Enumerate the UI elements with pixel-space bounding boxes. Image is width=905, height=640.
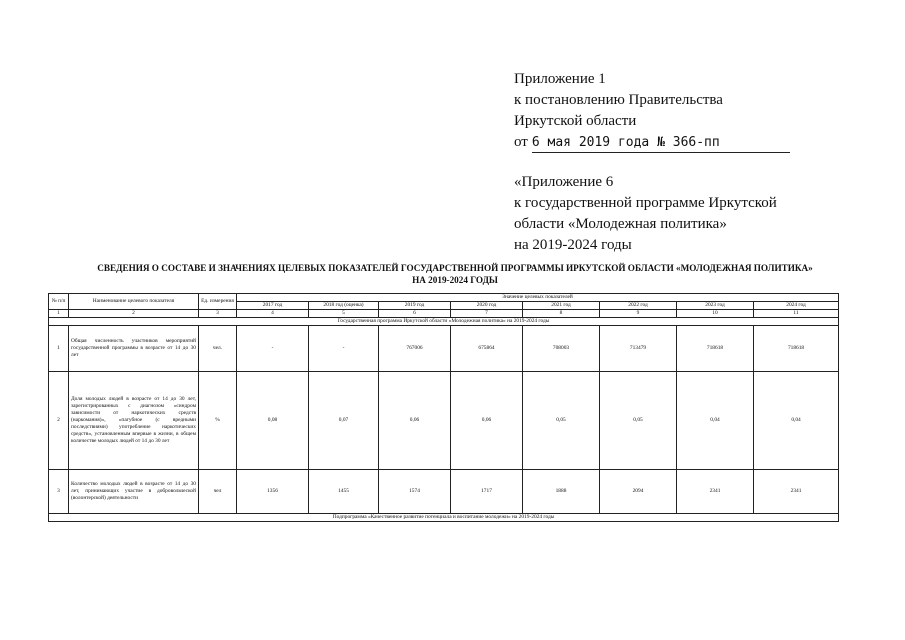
section-title: Государственная программа Иркутской области «Молодежная политика» на 2019-2024 годы: [49, 318, 839, 326]
header-year: 2019 год: [379, 302, 451, 310]
header-year: 2023 год: [677, 302, 754, 310]
row-value: 675864: [451, 326, 523, 372]
column-number: 8: [523, 310, 600, 318]
column-numbers-row: [49, 310, 839, 318]
row-value: 1574: [379, 470, 451, 514]
row-value: 767006: [379, 326, 451, 372]
row-value: 708003: [523, 326, 600, 372]
table-row: [49, 326, 839, 372]
row-value: 0,05: [600, 372, 677, 470]
row-value: 1888: [523, 470, 600, 514]
row-unit: %: [199, 372, 237, 470]
column-number: 11: [754, 310, 839, 318]
appendix-1-line: Иркутской области: [514, 113, 637, 129]
column-number: 5: [309, 310, 379, 318]
appendix-1-header: [514, 69, 790, 153]
row-value: 2094: [600, 470, 677, 514]
column-number: 3: [199, 310, 237, 318]
row-unit: чел: [199, 470, 237, 514]
table-row: [49, 470, 839, 514]
order-prefix: от: [514, 134, 528, 150]
row-num: 3: [49, 470, 69, 514]
appendix-6-line: к государственной программе Иркутской: [514, 195, 777, 211]
row-num: 1: [49, 326, 69, 372]
header-year: 2021 год: [523, 302, 600, 310]
order-line: [514, 132, 790, 153]
appendix-6-line: области «Молодежная политика»: [514, 216, 727, 232]
section-row: [49, 514, 839, 522]
row-value: 0,07: [309, 372, 379, 470]
indicators-table: [48, 293, 839, 522]
header-year: 2018 год (оценка): [309, 302, 379, 310]
row-value: 0,04: [677, 372, 754, 470]
column-number: 2: [69, 310, 199, 318]
row-value: 1356: [237, 470, 309, 514]
order-number: 6 мая 2019 года № 366-пп: [532, 135, 790, 153]
section-title: Подпрограмма «Качественное развитие потенциала и воспитание молодежи» на 2019-2024 годы: [49, 514, 839, 522]
row-value: 1455: [309, 470, 379, 514]
row-value: 1717: [451, 470, 523, 514]
appendix-6-header: [514, 172, 777, 256]
section-row: [49, 318, 839, 326]
header-year: 2022 год: [600, 302, 677, 310]
column-number: 6: [379, 310, 451, 318]
row-value: 2341: [754, 470, 839, 514]
row-value: -: [237, 326, 309, 372]
table-row: [49, 372, 839, 470]
row-value: 0,06: [379, 372, 451, 470]
row-value: 718618: [754, 326, 839, 372]
column-number: 4: [237, 310, 309, 318]
row-value: 718618: [677, 326, 754, 372]
column-number: 10: [677, 310, 754, 318]
row-num: 2: [49, 372, 69, 470]
column-number: 1: [49, 310, 69, 318]
appendix-6-line: на 2019-2024 годы: [514, 237, 632, 253]
header-year: 2020 год: [451, 302, 523, 310]
row-indicator-name: Доля молодых людей в возрасте от 14 до 30 лет, зарегистрированных с диагнозом «синдром зависимости от наркотических средств (наркомания)», «пагубное (с вредными последствиями) употребление наркотических средств», установленным впервые в жизни, в общем количестве молодых людей от 14 до 30 лет: [69, 372, 199, 470]
row-indicator-name: Количество молодых людей в возрасте от 14 до 30 лет, принимающих участие в добровольческой (волонтерской) деятельности: [69, 470, 199, 514]
header-unit: Ед. измерения: [199, 294, 237, 310]
header-row: [49, 294, 839, 302]
appendix-1-line: Приложение 1: [514, 71, 606, 87]
row-value: 2341: [677, 470, 754, 514]
appendix-6-line: «Приложение 6: [514, 174, 614, 190]
column-number: 9: [600, 310, 677, 318]
document-title: [40, 262, 870, 286]
row-value: -: [309, 326, 379, 372]
header-year: 2017 год: [237, 302, 309, 310]
column-number: 7: [451, 310, 523, 318]
appendix-1-line: к постановлению Правительства: [514, 92, 723, 108]
title-line: СВЕДЕНИЯ О СОСТАВЕ И ЗНАЧЕНИЯХ ЦЕЛЕВЫХ ПОКАЗАТЕЛЕЙ ГОСУДАРСТВЕННОЙ ПРОГРАММЫ ИРКУТСКОЙ ОБЛАСТИ «МОЛОДЕЖНАЯ ПОЛИТИКА»: [97, 263, 813, 273]
row-value: 0,06: [451, 372, 523, 470]
row-value: 0,08: [237, 372, 309, 470]
header-year: 2024 год: [754, 302, 839, 310]
row-indicator-name: Общая численность участников мероприятий государственной программы в возрасте от 14 до 30 лет: [69, 326, 199, 372]
row-value: 713479: [600, 326, 677, 372]
header-name: Наименование целевого показателя: [69, 294, 199, 310]
row-value: 0,05: [523, 372, 600, 470]
row-value: 0,04: [754, 372, 839, 470]
header-values-group: Значение целевых показателей: [237, 294, 839, 302]
row-unit: чел.: [199, 326, 237, 372]
header-num: № п/п: [49, 294, 69, 310]
title-line: НА 2019-2024 ГОДЫ: [412, 275, 498, 285]
